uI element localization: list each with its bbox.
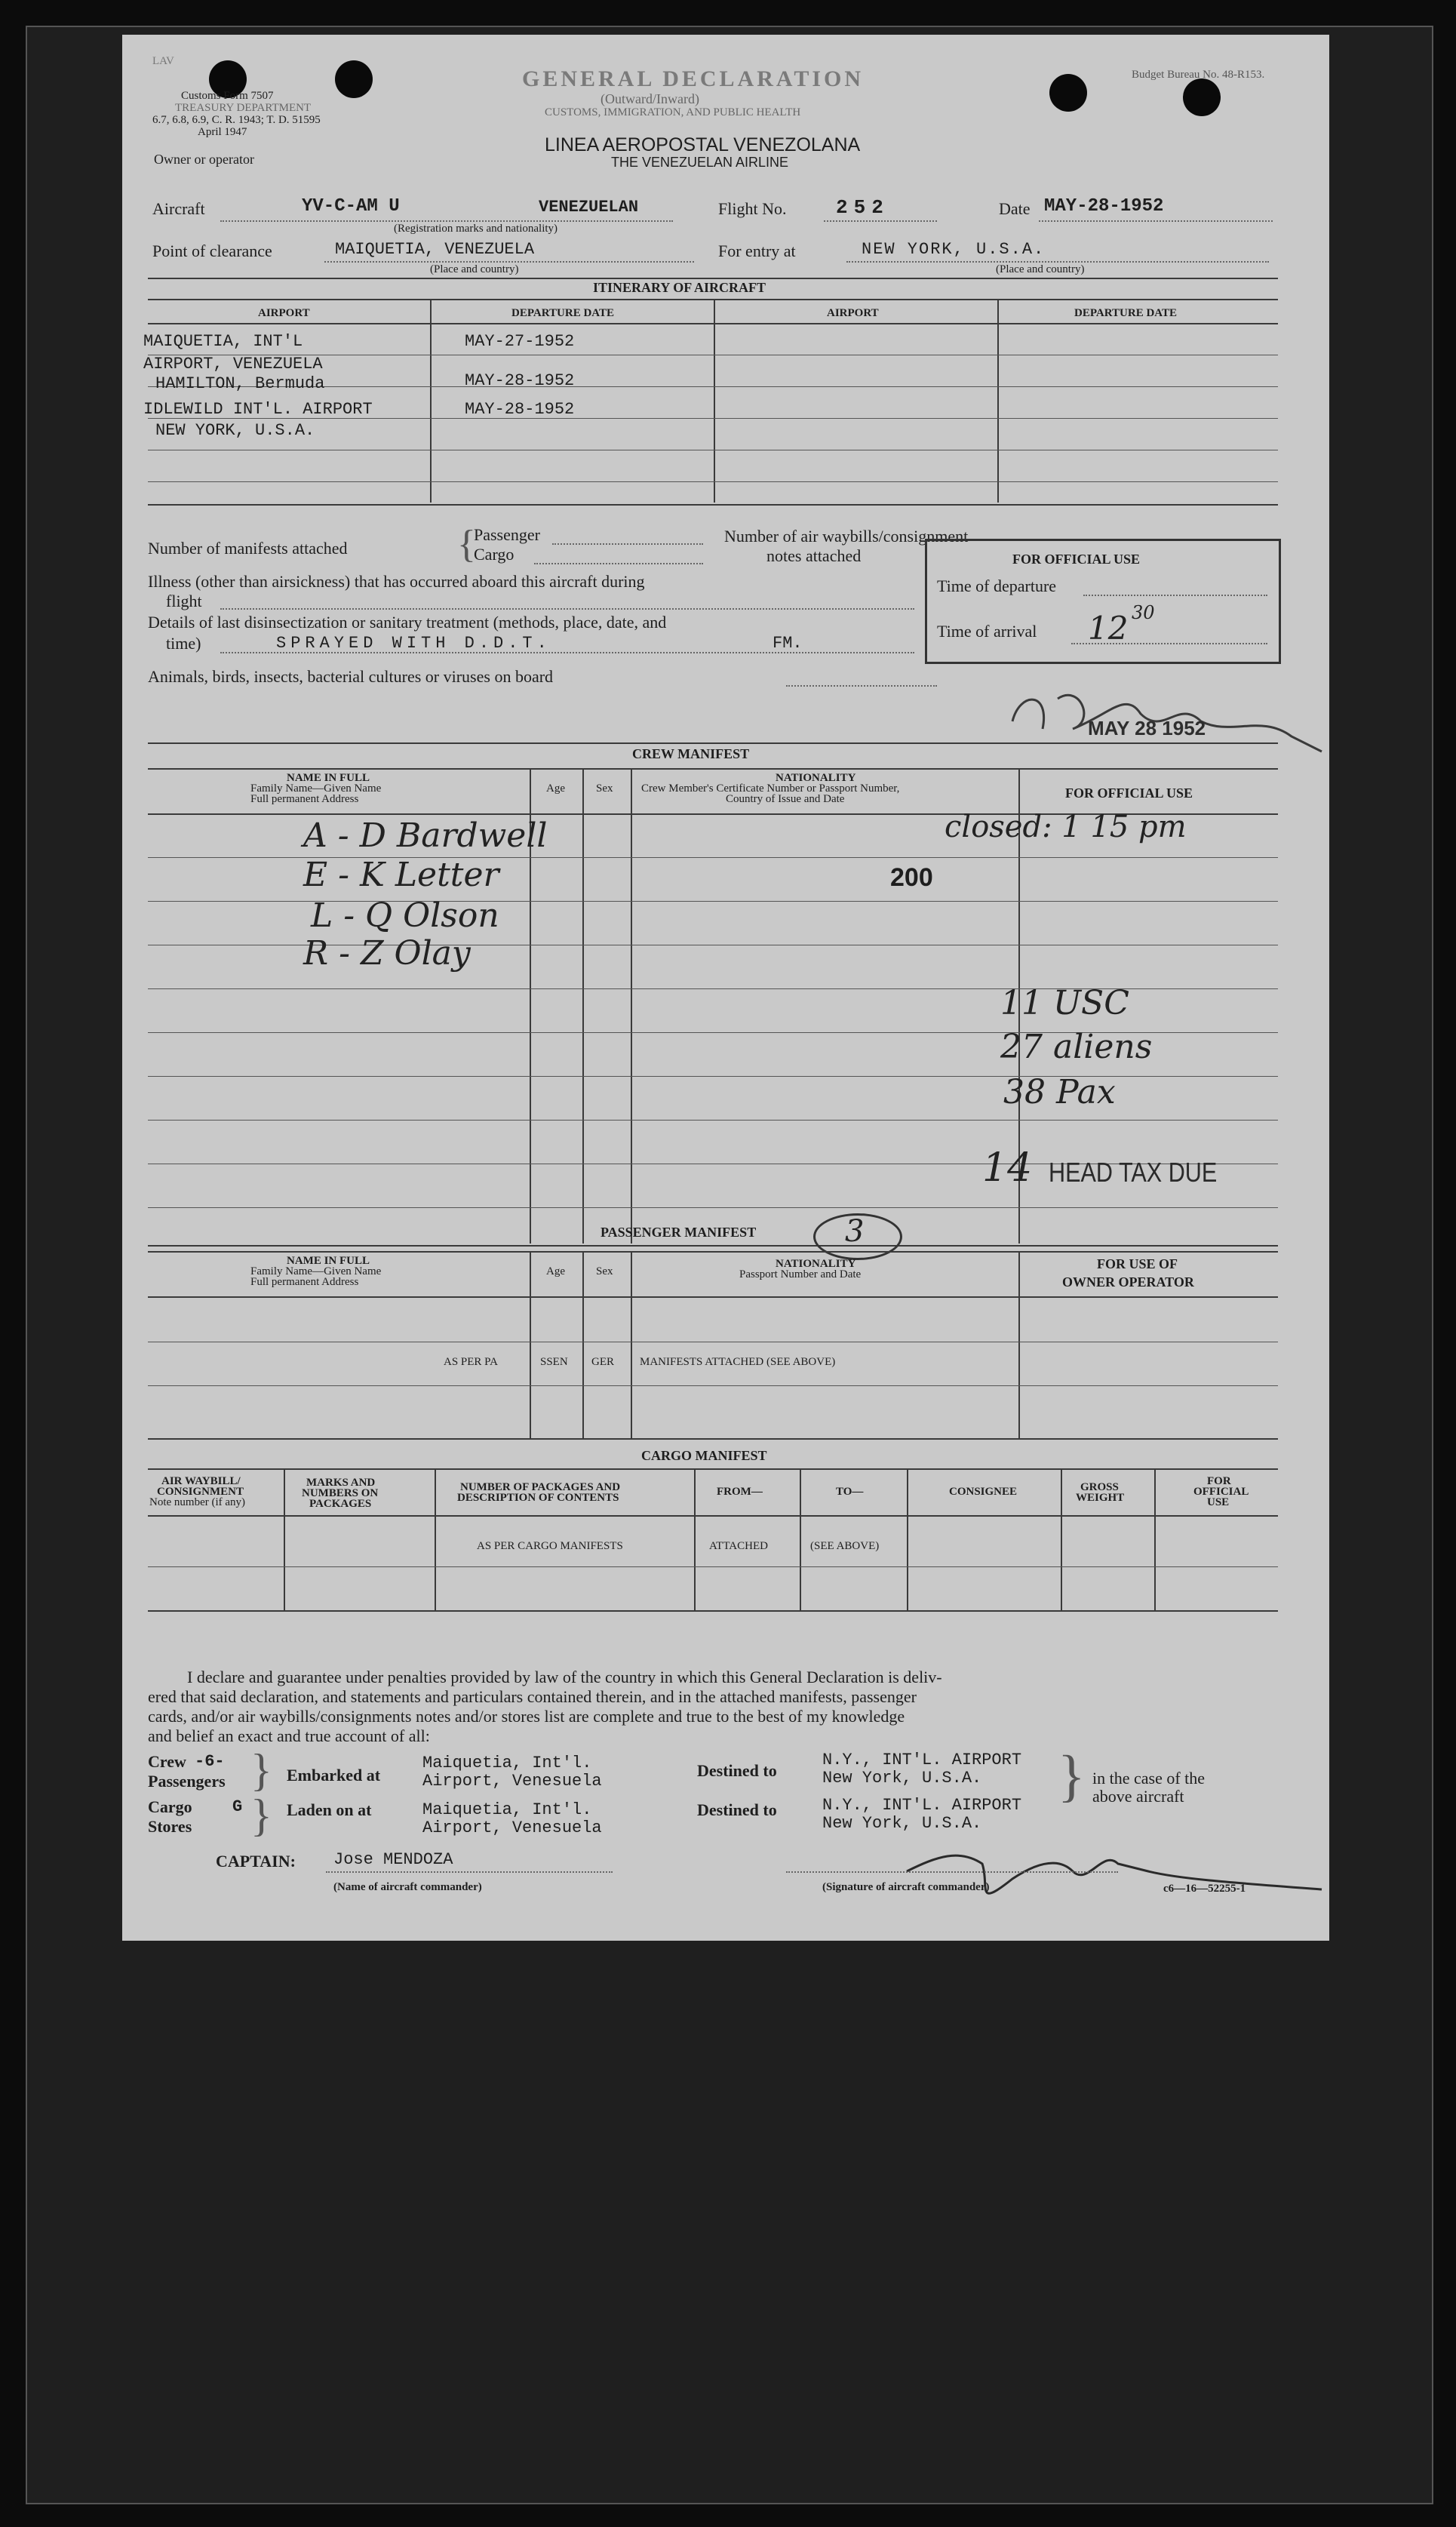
declaration-text: cards, and/or air waybills/consignments notes and/or stores list are complete and true to the best of my knowledge [148, 1707, 905, 1726]
cargo-col-marks: MARKS AND [306, 1477, 376, 1489]
head-tax-count-handwritten: 14 [982, 1145, 1033, 1191]
crew-manifest-title: CREW MANIFEST [632, 746, 750, 761]
clearance-caption: (Place and country) [430, 263, 519, 275]
crew-col-name-sub: Full permanent Address [250, 793, 359, 805]
laden-on-label: Laden on at [287, 1800, 372, 1819]
destined-to-value: New York, U.S.A. [822, 1814, 982, 1833]
arrival-time-minutes-handwritten: 30 [1132, 602, 1155, 623]
point-of-clearance-label: Point of clearance [152, 241, 272, 260]
cargo-col-consignee: CONSIGNEE [949, 1486, 1018, 1498]
embarked-at-value: Maiquetia, Int'l. [422, 1754, 592, 1772]
time-of-arrival-label: Time of arrival [937, 622, 1037, 641]
crew-col-name: NAME IN FULL [287, 772, 370, 784]
crew-col-sex: Sex [596, 782, 613, 795]
commander-caption: (Name of aircraft commander) [333, 1881, 482, 1893]
destined-to-label: Destined to [697, 1761, 777, 1780]
inspector-stamp-scrawl [990, 669, 1337, 759]
aircraft-nationality: VENEZUELAN [539, 198, 639, 217]
entry-caption: (Place and country) [996, 263, 1085, 275]
cargo-row-text: AS PER CARGO MANIFESTS [477, 1540, 623, 1552]
crew-name-handwritten: A - D Bardwell [303, 816, 548, 855]
itinerary-row-airport: MAIQUETIA, INT'L [143, 332, 303, 351]
arrival-time-handwritten: 12 [1088, 610, 1129, 647]
cargo-count-value: G [232, 1797, 243, 1816]
captain-name: Jose MENDOZA [333, 1850, 453, 1869]
itinerary-title: ITINERARY OF AIRCRAFT [593, 280, 766, 295]
outward-inward: (Outward/Inward) [601, 91, 699, 106]
entry-label: For entry at [718, 241, 796, 260]
passenger-col-name-sub: Family Name—Given Name [250, 1265, 382, 1277]
manifests-attached-label: Number of manifests attached [148, 539, 348, 558]
punch-hole [1049, 74, 1087, 112]
passenger-row-text: SSEN [540, 1356, 568, 1368]
illness-label: Illness (other than airsickness) that has occurred aboard this aircraft during [148, 572, 645, 591]
manifests-passenger-label: Passenger [474, 525, 540, 544]
animals-label: Animals, birds, insects, bacterial cultures or viruses on board [148, 667, 554, 686]
crew-name-handwritten: L - Q Olson [311, 896, 499, 935]
itinerary-row-date: MAY-28-1952 [465, 400, 575, 419]
cargo-row-text: ATTACHED [709, 1540, 768, 1552]
cargo-col-packages: DESCRIPTION OF CONTENTS [457, 1492, 619, 1504]
form-number: c6—16—52255-1 [1163, 1883, 1246, 1895]
treasury-department: TREASURY DEPARTMENT [175, 102, 312, 114]
embarked-at-value: Airport, Venesuela [422, 1772, 602, 1791]
crew-col-name-sub: Family Name—Given Name [250, 782, 382, 795]
cargo-col-from: FROM— [717, 1486, 763, 1498]
manifests-cargo-label: Cargo [474, 545, 515, 564]
entry-value: NEW YORK, U.S.A. [862, 240, 1046, 259]
cargo-col-gross-weight: WEIGHT [1076, 1492, 1125, 1504]
cargo-col-waybill: AIR WAYBILL/ [161, 1475, 241, 1487]
disinsect-label-2: time) [166, 634, 201, 653]
itinerary-col-departure: DEPARTURE DATE [511, 307, 615, 319]
cargo-col-gross-weight: GROSS [1080, 1481, 1119, 1493]
aircraft-registration: YV-C-AM U [302, 196, 400, 217]
passenger-row-text: GER [591, 1356, 614, 1368]
agencies-line: CUSTOMS, IMMIGRATION, AND PUBLIC HEALTH [545, 106, 801, 118]
passenger-row-text: AS PER PA [444, 1356, 498, 1368]
laden-on-value: Airport, Venesuela [422, 1818, 602, 1837]
waybills-label: Number of air waybills/consignment [724, 527, 969, 546]
cargo-col-marks: NUMBERS ON [302, 1487, 379, 1499]
flight-number-label: Flight No. [718, 199, 787, 218]
passenger-col-nationality-sub: Passport Number and Date [739, 1268, 862, 1280]
disinsect-fm: FM. [773, 634, 803, 653]
laden-on-value: Maiquetia, Int'l. [422, 1800, 592, 1819]
disinsect-value: SPRAYED WITH D.D.T. [276, 634, 551, 653]
declaration-text: I declare and guarantee under penalties provided by law of the country in which this General Declaration is deliv- [187, 1668, 942, 1686]
passenger-col-name: NAME IN FULL [287, 1255, 370, 1267]
passenger-count-handwritten: 3 [845, 1214, 865, 1249]
passenger-col-owner: OWNER OPERATOR [1062, 1274, 1194, 1290]
count-us-citizens-handwritten: 11 USC [1000, 984, 1129, 1022]
airline-name: LINEA AEROPOSTAL VENEZOLANA [545, 134, 861, 155]
itinerary-col-departure-2: DEPARTURE DATE [1074, 307, 1178, 319]
passenger-row-text: MANIFESTS ATTACHED (SEE ABOVE) [640, 1356, 836, 1368]
embarked-at-label: Embarked at [287, 1766, 381, 1785]
crew-col-nationality-sub: Country of Issue and Date [726, 793, 845, 805]
crew-name-handwritten: E - K Letter [303, 856, 499, 894]
stores-label: Stores [148, 1817, 192, 1836]
general-declaration-form: LAV Customs Form 7507 TREASURY DEPARTMENT 6.7, 6.8, 6.9, C. R. 1943; T. D. 51595 April 1947 Owner or operator GENERAL DECLARATION (Outward/Inward) CUSTOMS, IMMIGRATION, AND PUBLIC HEALTH LINEA AEROPOSTAL VENEZOLANA THE VENEZUELAN AIRLINE Budget Bureau No. 48-R153. Aircraft YV-C-AM U VENEZUELAN (Registration marks and nationality) Flight No. 252 Date MAY-28-1952 Point of clearance MAIQUETIA, VENEZUELA (Place and country) For entry at NEW YORK, U.S.A. (Place and country) ITINERARY OF AIRCRAFT AIRPORT DEPARTURE DATE AIRPORT DEPARTURE DATE MAIQUETIA, INT'L MAY-27-1952 AIRPORT, VENEZUELA HAMILTON, Bermuda MAY-28-1952 IDLEWILD INT'L. AIRPORT MAY-28-1952 NEW YORK, U.S.A. Number of manifests attached { Passenger Cargo Number of air waybills/consignment notes attached Illness (other than airsickness) that has occurred aboard this aircraft during flight Details of last disinsectization or sanitary treatment (methods, place, date, and time) SPRAYED WITH D.D.T. FM. Animals, birds, insects, bacterial cultures or viruses on board FOR OFFICIAL USE Time of departure Time of arrival 12 30 MAY 28 1952 CREW MANIFEST NAME IN FULL Family Name—Given Name Full permanent Address Age Sex NATIONALITY Crew Member's Certificate Number or Passport Number, Country of Issue and Date FOR OFFICIAL USE A - D Bardwell E - K Letter L - Q Olson R - Z Olay 200 closed: 1 15 pm 11 USC 27 aliens 38 Pax 14 HEAD TAX DUE PASSENGER MANIFEST 3 NAME IN FULL Family Name—Given Name Full permanent Address Age Sex NATIONALITY Passport Number and Date FOR USE OF OWNER OPERATOR AS PER PA SSEN GER MANIFESTS ATTACHED (SEE ABOVE) CARGO MANIFEST AIR WAYBILL/ CONSIGNMENT Note number (if any) MARKS AND NUMBERS ON PACKAGES NUMBER OF PACKAGES AND DESCRIPTION OF CONTENTS FROM— TO— CONSIGNEE GROSS WEIGHT FOR OFFICIAL USE AS PER CARGO MANIFESTS ATTACHED (SEE ABOVE) I declare and guarantee under penalties provided by law of the country in which this General Declaration is deliv- ered that said declaration, and statements and particulars contained therein, and in the attached manifests, passenger cards, and/or air waybills/consignments notes and/or stores list are complete and true to the best of my knowledge and belief an exact and true account of all: Crew -6- Passengers } Cargo G Stores } Embarked at Maiquetia, Int'l. Airport, Venesuela Laden on at Maiquetia, Int'l. Airport, Venesuela Destined to N.Y., INT'L. AIRPORT New York, U.S.A. Destined to N.Y., INT'L. AIRPORT New York, U.S.A. } in the case of the above aircraft CAPTAIN: Jose MENDOZA (Name of aircraft commander) (Signature of aircraft commander) c6—16—52255-1 [122, 35, 1329, 1941]
count-passengers-handwritten: 38 Pax [1003, 1073, 1116, 1111]
crew-col-official: FOR OFFICIAL USE [1065, 785, 1193, 801]
punch-hole [1183, 78, 1221, 116]
punch-hole [335, 60, 373, 98]
cargo-col-waybill: CONSIGNMENT [157, 1486, 244, 1498]
case-note: above aircraft [1092, 1787, 1184, 1806]
crew-count-label: Crew [148, 1752, 186, 1771]
passenger-manifest-title: PASSENGER MANIFEST [601, 1225, 757, 1240]
owner-label: Owner or operator [154, 152, 254, 167]
itinerary-col-airport-2: AIRPORT [827, 307, 879, 319]
budget-bureau-number: Budget Bureau No. 48-R153. [1132, 69, 1265, 81]
cargo-col-official: USE [1207, 1496, 1230, 1508]
crew-count-value: -6- [195, 1752, 225, 1771]
disinsect-label: Details of last disinsectization or sanitary treatment (methods, place, date, and [148, 613, 667, 632]
lav-mark: LAV [152, 55, 174, 67]
flight-date: MAY-28-1952 [1044, 196, 1164, 217]
destined-to-value: N.Y., INT'L. AIRPORT [822, 1796, 1022, 1815]
customs-form-number: Customs Form 7507 [181, 90, 274, 102]
passenger-col-name-sub: Full permanent Address [250, 1276, 359, 1288]
itinerary-row-date: MAY-28-1952 [465, 371, 575, 390]
destined-to-value: New York, U.S.A. [822, 1769, 982, 1788]
signature-caption: (Signature of aircraft commander) [822, 1881, 990, 1893]
notes-attached-label: notes attached [766, 546, 862, 565]
destined-to-value: N.Y., INT'L. AIRPORT [822, 1751, 1022, 1769]
form-issue-date: April 1947 [198, 126, 247, 138]
passengers-count-label: Passengers [148, 1772, 226, 1791]
registration-caption: (Registration marks and nationality) [394, 223, 558, 235]
declaration-text: and belief an exact and true account of all: [148, 1726, 430, 1745]
cargo-col-marks: PACKAGES [309, 1498, 372, 1510]
itinerary-col-airport: AIRPORT [258, 307, 310, 319]
cargo-col-packages: NUMBER OF PACKAGES AND [460, 1481, 621, 1493]
arrival-date-stamp: MAY 28 1952 [1088, 717, 1206, 739]
itinerary-row-airport: AIRPORT, VENEZUELA [143, 355, 323, 374]
crew-count-number: 200 [890, 863, 933, 892]
destined-to-label: Destined to [697, 1800, 777, 1819]
point-of-clearance-value: MAIQUETIA, VENEZUELA [335, 240, 535, 259]
passenger-col-sex: Sex [596, 1265, 613, 1277]
itinerary-row-date: MAY-27-1952 [465, 332, 575, 351]
cfr-reference: 6.7, 6.8, 6.9, C. R. 1943; T. D. 51595 [152, 114, 321, 126]
passenger-col-owner: FOR USE OF [1097, 1256, 1178, 1271]
crew-col-nationality: NATIONALITY [776, 772, 856, 784]
cargo-col-to: TO— [836, 1486, 864, 1498]
count-aliens-handwritten: 27 aliens [1000, 1028, 1153, 1066]
crew-name-handwritten: R - Z Olay [303, 934, 471, 973]
cargo-count-label: Cargo [148, 1797, 192, 1816]
head-tax-due-stamp: HEAD TAX DUE [1049, 1157, 1218, 1188]
captain-label: CAPTAIN: [216, 1852, 296, 1871]
flight-number: 252 [836, 196, 889, 219]
aircraft-label: Aircraft [152, 199, 205, 218]
official-use-title: FOR OFFICIAL USE [1012, 552, 1141, 567]
itinerary-row-airport: IDLEWILD INT'L. AIRPORT [143, 400, 373, 419]
crew-col-nationality-sub: Crew Member's Certificate Number or Passport Number, [641, 782, 900, 795]
itinerary-row-airport: HAMILTON, Bermuda [155, 374, 325, 393]
closed-time-handwritten: closed: 1 15 pm [945, 810, 1187, 844]
passenger-col-age: Age [546, 1265, 565, 1277]
cargo-manifest-title: CARGO MANIFEST [641, 1448, 767, 1463]
form-title: GENERAL DECLARATION [522, 66, 865, 91]
time-of-departure-label: Time of departure [937, 576, 1057, 595]
cargo-row-text: (SEE ABOVE) [810, 1540, 880, 1552]
case-note: in the case of the [1092, 1769, 1206, 1788]
airline-subtitle: THE VENEZUELAN AIRLINE [611, 155, 789, 170]
date-label: Date [999, 199, 1031, 218]
illness-label-2: flight [166, 592, 202, 610]
itinerary-row-airport: NEW YORK, U.S.A. [155, 421, 315, 440]
passenger-col-nationality: NATIONALITY [776, 1258, 856, 1270]
cargo-col-waybill: Note number (if any) [149, 1496, 246, 1508]
crew-col-age: Age [546, 782, 565, 795]
declaration-text: ered that said declaration, and statements and particulars contained therein, and in the attached manifests, passenger [148, 1687, 917, 1706]
cargo-col-official: FOR [1207, 1475, 1231, 1487]
cargo-col-official: OFFICIAL [1193, 1486, 1249, 1498]
